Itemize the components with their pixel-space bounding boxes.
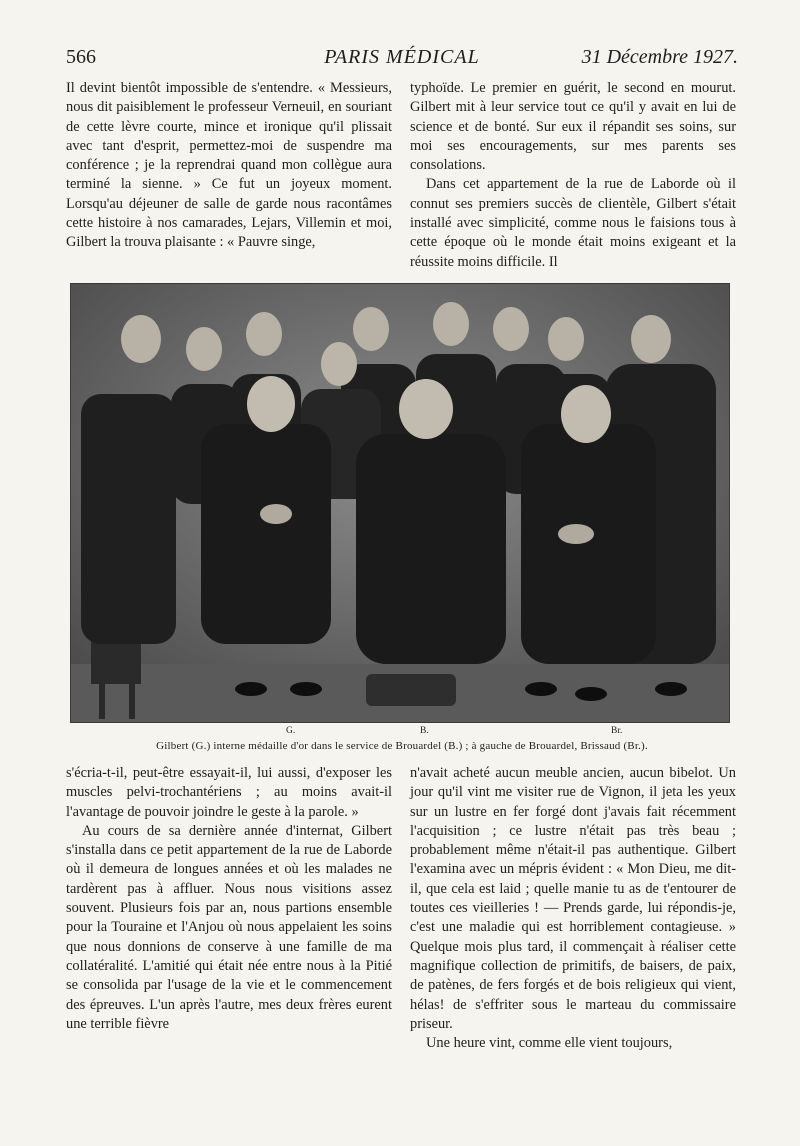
group-photograph: [70, 283, 730, 723]
paragraph: n'avait acheté aucun meuble ancien, aucun bibelot. Un jour qu'il vint me visiter rue de Vignon, il jeta les yeux sur un lustre en fer forgé dont j'avais fait récemment l'acquisition ; ce lustre n'était pas très beau ; probablement même n'était-il pas authentique. Gilbert l'examina avec un mépris évident : « Mon Dieu, me dit-il, que cela est laid ; quelle manie tu as de t'entourer de toutes ces vieilleries ! — Prends garde, lui répondis-je, c'est une maladie qui est horriblement contagieuse. » Quelque mois plus tard, il commençait à réaliser cette magnifique collection de primitifs, de baisers, de paix, de patènes, de fers forgés et de bois religieux qui vient, hélas! de s'effriter sous le marteau du commissaire priseur.: [410, 765, 736, 1032]
journal-title: PARIS MÉDICAL: [324, 46, 480, 68]
page-number: 566: [66, 46, 96, 68]
paragraph: typhoïde. Le premier en guérit, le second en mourut. Gilbert mit à leur service tout ce qu'il y avait en lui de science et de bonté. Sur eux il répandit ses soins, sur moi ses encouragements, sur mes parents ses consolations.: [410, 80, 736, 174]
paragraph: Une heure vint, comme elle vient toujours,: [426, 1035, 673, 1052]
photo-caption: Gilbert (G.) interne médaille d'or dans le service de Brouardel (B.) ; à gauche de Brouardel, Brissaud (Br.).: [156, 740, 648, 752]
paragraph: s'écria-t-il, peut-être essayait-il, lui aussi, d'exposer les muscles pelvi-trochantériens ; au moins avait-il l'avantage de pouvoir joindre le geste à la parole. »: [66, 765, 392, 820]
paragraph: Dans cet appartement de la rue de Laborde où il connut ses premiers succès de clientèle, Gilbert s'était installé avec simplicité, comme nous le faisions tous à cette époque où le monde était moins exigeant et la réussite moins difficile. Il: [410, 176, 736, 270]
running-header: [66, 46, 738, 76]
column-top-right: [410, 79, 736, 272]
photo-markers: [0, 726, 800, 740]
column-top-left: [66, 79, 392, 253]
paragraph: Au cours de sa dernière année d'internat, Gilbert s'installa dans ce petit appartement de la rue de Laborde où il demeura de longues années et où les malades ne tardèrent pas à affluer. Nous nous visitions assez souvent. Plusieurs fois par an, nous partions ensemble pour la Touraine et l'Anjou où nous appelaient les soins que nous donnions de conserve à une famille de ma collatéralité. L'amitié qui était née entre nous à la Pitié se consolida par l'usage de la vie et le commencement des épreuves. L'un après l'autre, mes deux frères eurent une terrible fièvre: [66, 822, 392, 1032]
column-bottom-left: [66, 764, 392, 1034]
marker-brissaud: Br.: [611, 726, 623, 736]
issue-date: 31 Décembre 1927.: [581, 46, 738, 68]
marker-gilbert: G.: [286, 726, 296, 736]
column-bottom-right: [410, 764, 736, 1053]
marker-brouardel: B.: [420, 726, 429, 736]
photograph-illustration: [71, 284, 729, 722]
paragraph: Il devint bientôt impossible de s'entendre. « Messieurs, nous dit paisiblement le professeur Verneuil, en souriant de cette lèvre courte, mince et ironique qu'il plissait avec tant d'esprit, permettez-moi de suspendre ma conférence ; je la reprendrai quand mon collègue aura terminé la sienne. » Ce fut un joyeux moment. Lorsqu'au déjeuner de salle de garde nous racontâmes cette histoire à nos camarades, Lejars, Villemin et moi, Gilbert la trouva plaisante : « Pauvre singe,: [66, 80, 392, 251]
